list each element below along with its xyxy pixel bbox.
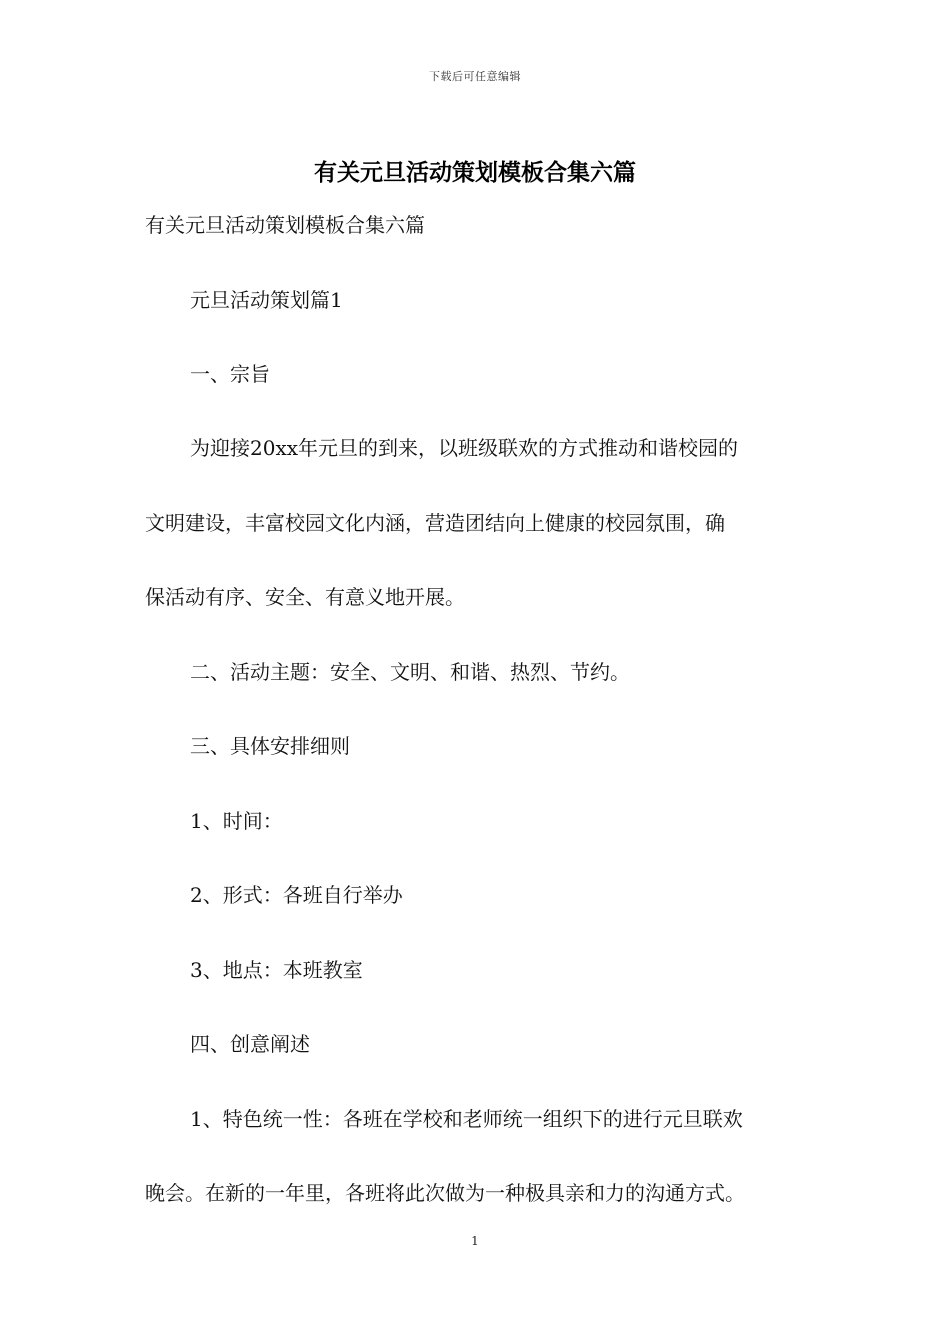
- page-number: 1: [471, 1234, 479, 1248]
- document-title: 有关元旦活动策划模板合集六篇: [314, 159, 636, 186]
- section-heading: 三、具体安排细则: [190, 734, 350, 758]
- section-heading: 一、宗旨: [190, 362, 270, 386]
- paragraph-line: 为迎接20xx年元旦的到来，以班级联欢的方式推动和谐校园的: [190, 436, 739, 460]
- list-item: 2、形式：各班自行举办: [190, 883, 403, 907]
- paragraph-line: 1、特色统一性：各班在学校和老师统一组织下的进行元旦联欢: [190, 1107, 743, 1131]
- section-heading: 二、活动主题：安全、文明、和谐、热烈、节约。: [190, 660, 630, 684]
- list-item: 3、地点：本班教室: [190, 958, 363, 982]
- paragraph-line: 保活动有序、安全、有意义地开展。: [145, 585, 465, 609]
- header-note: 下载后可任意编辑: [429, 70, 521, 83]
- section-heading: 元旦活动策划篇1: [190, 288, 343, 312]
- paragraph-line: 晚会。在新的一年里，各班将此次做为一种极具亲和力的沟通方式。: [145, 1181, 745, 1205]
- subtitle-line: 有关元旦活动策划模板合集六篇: [145, 213, 425, 237]
- paragraph-line: 文明建设，丰富校园文化内涵，营造团结向上健康的校园氛围，确: [145, 511, 725, 535]
- list-item: 1、时间：: [190, 809, 283, 833]
- section-heading: 四、创意阐述: [190, 1032, 310, 1056]
